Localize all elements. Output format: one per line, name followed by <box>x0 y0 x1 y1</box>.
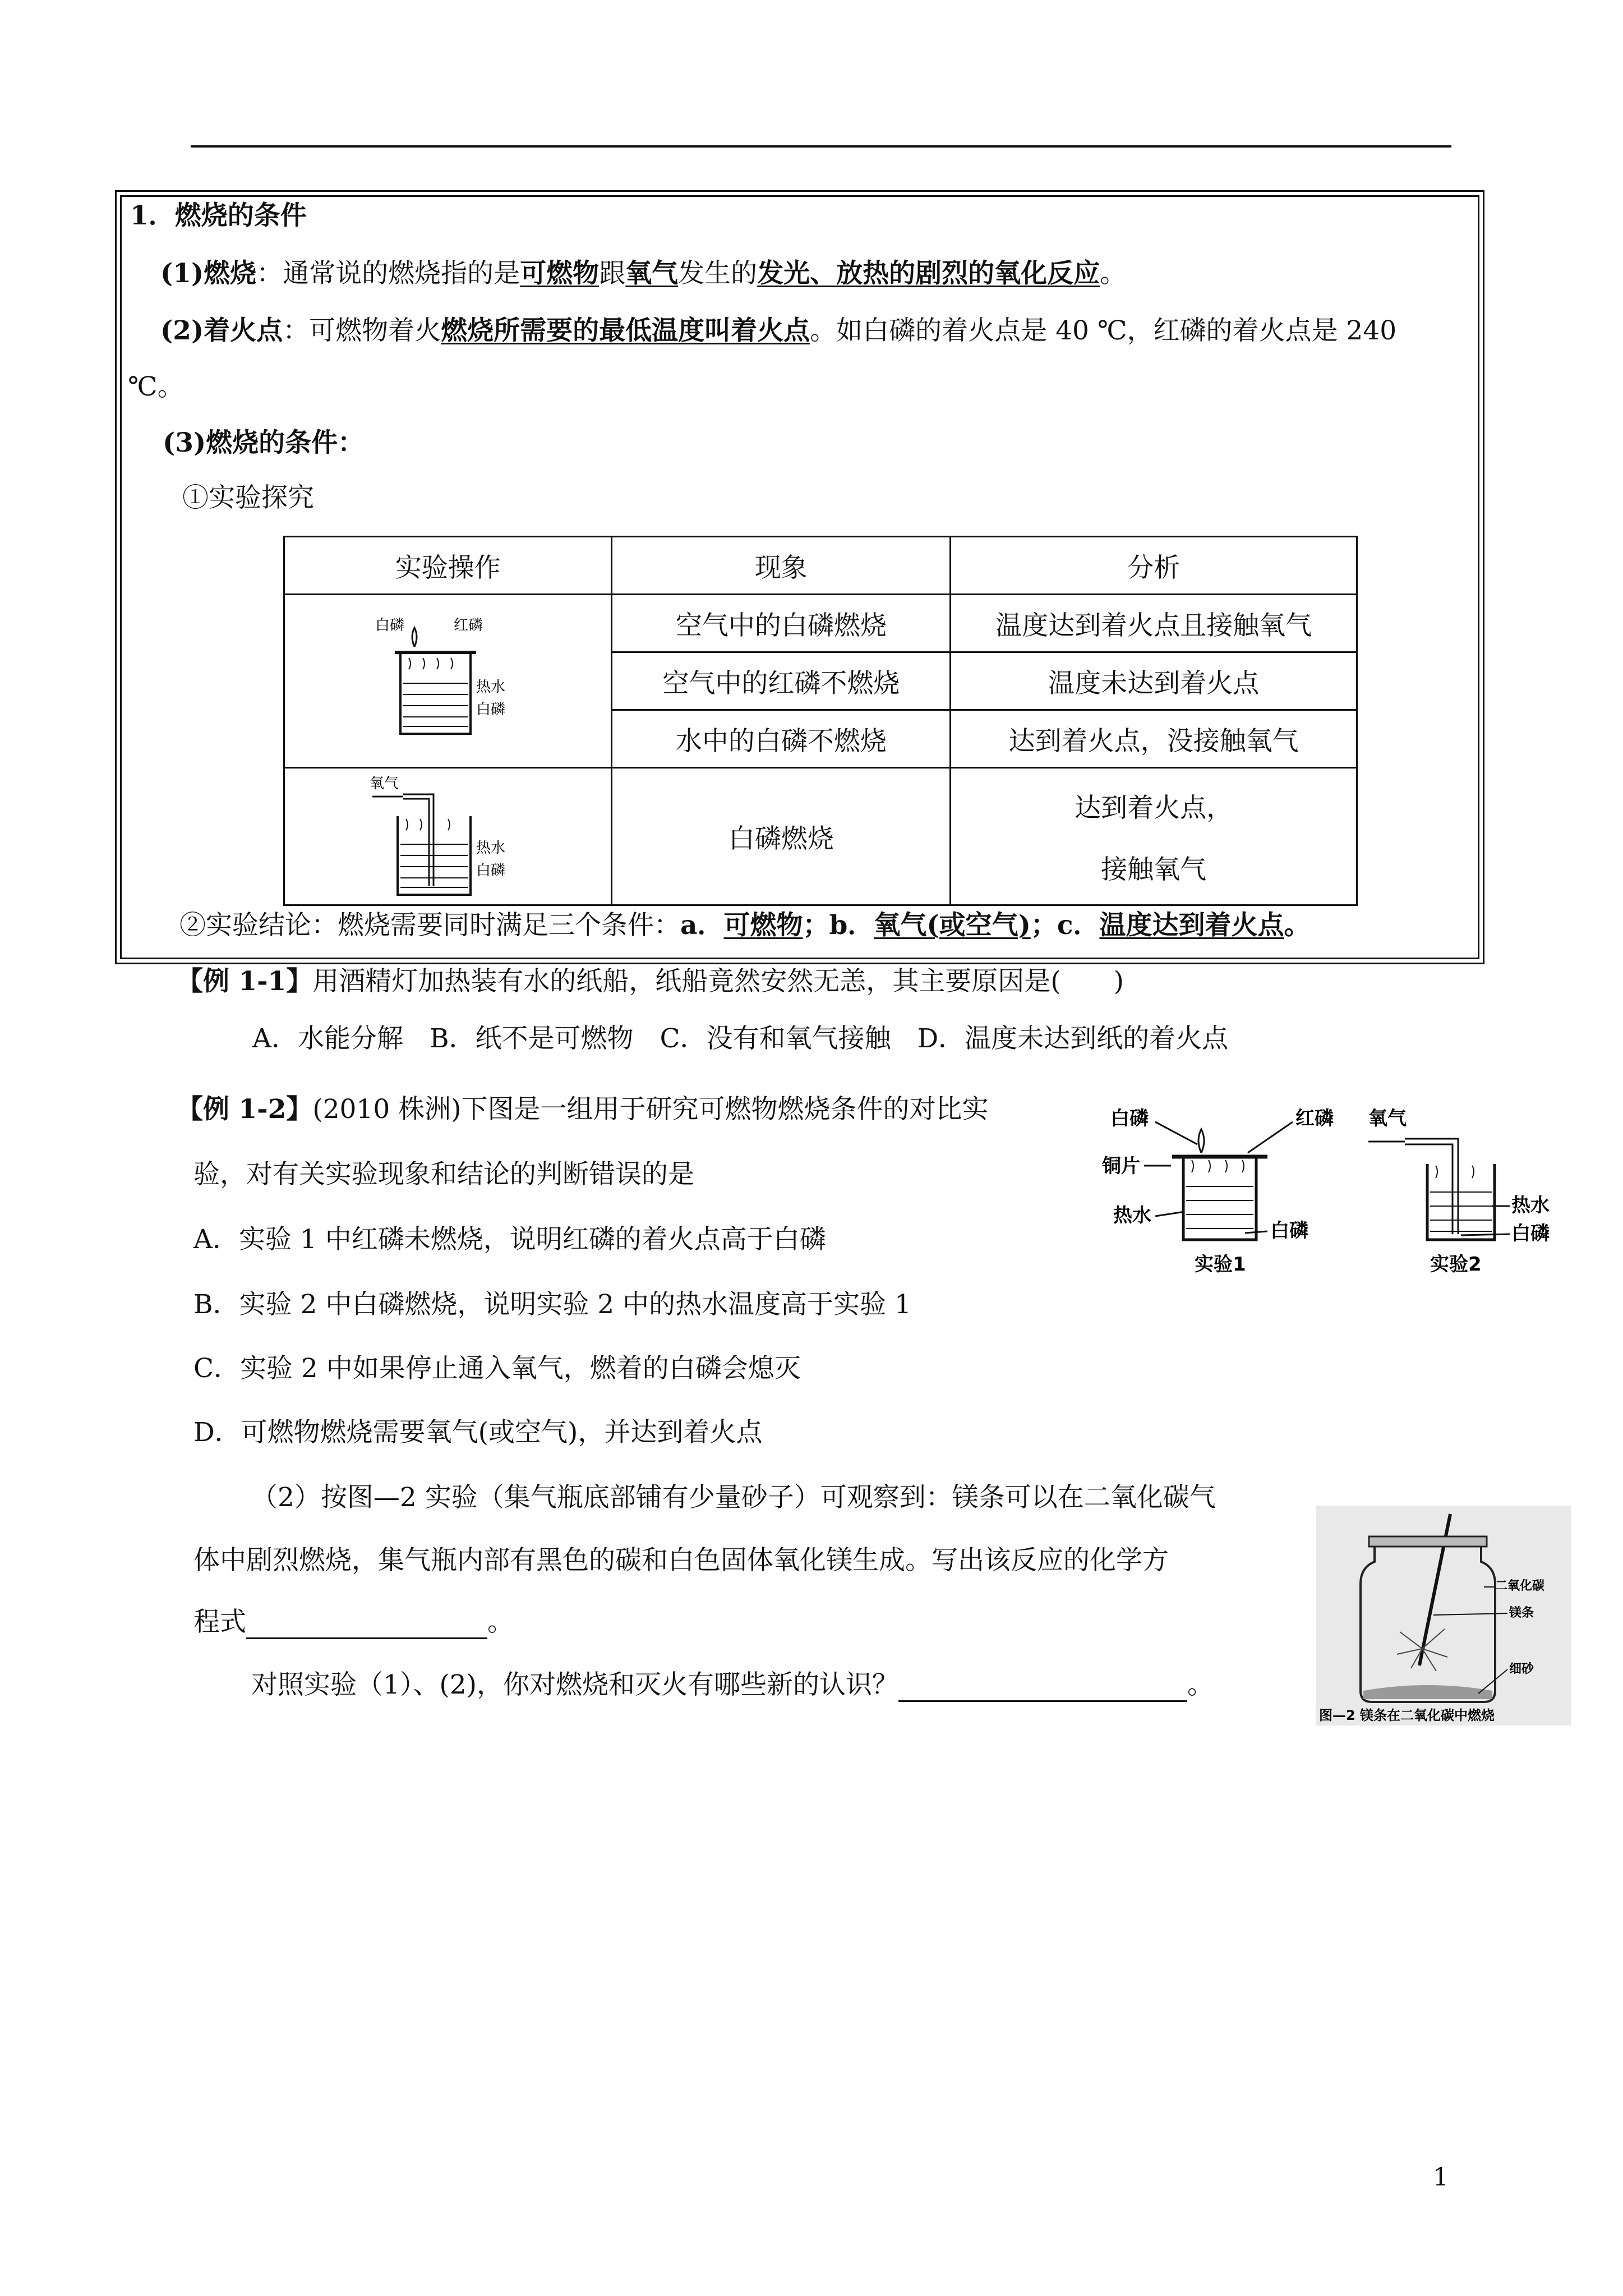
fig-label: 红磷 <box>1295 1107 1334 1130</box>
example-1-1-options: A．水能分解 B．纸不是可燃物 C．没有和氧气接触 D．温度未达到纸的着火点 <box>252 1023 1229 1054</box>
paragraph-ignition-unit: ℃。 <box>128 371 184 402</box>
table-cell: 温度未达到着火点 <box>951 652 1357 710</box>
example-1-1-stem: 【例 1-1】用酒精灯加热装有水的纸船，纸船竟然安然无恙，其主要原因是( ) <box>177 966 1124 997</box>
question-2-line-1: （2）按图—2 实验（集气瓶底部铺有少量砂子）可观察到：镁条可以在二氧化碳气 <box>251 1482 1216 1513</box>
water-lines <box>403 683 468 726</box>
fig-label: 红磷 <box>453 617 483 634</box>
fig-label: 热水 <box>476 679 505 696</box>
steam-icon <box>406 819 450 830</box>
beaker-1 <box>1183 1157 1256 1240</box>
section-heading: 1．燃烧的条件 <box>130 200 307 231</box>
flame-icon <box>1198 1129 1204 1153</box>
experiment-figure-1-cell <box>284 595 612 768</box>
fig-label: 白磷 <box>1110 1107 1149 1130</box>
paragraph-conditions: (3)燃烧的条件： <box>163 427 365 458</box>
table-cell: 空气中的红磷不燃烧 <box>612 652 951 710</box>
table-cell: 空气中的白磷燃烧 <box>612 595 951 652</box>
jar-lid <box>1369 1536 1487 1547</box>
header-rule <box>191 145 1451 148</box>
page-number: 1 <box>1433 2163 1449 2192</box>
fig-label: 热水 <box>1113 1204 1151 1227</box>
fig-label: 氧气 <box>369 775 399 792</box>
table-cell: 白磷燃烧 <box>612 768 951 905</box>
answer-blank-equation[interactable] <box>246 1608 487 1639</box>
option-a: A．实验 1 中红磷未燃烧，说明红磷的着火点高于白磷 <box>193 1224 826 1255</box>
beaker-experiment-1-figure <box>364 608 532 748</box>
option-c: C．实验 2 中如果停止通入氧气，燃着的白磷会熄灭 <box>193 1353 801 1384</box>
steam-icon <box>409 658 453 669</box>
table-header: 现象 <box>612 537 951 595</box>
fig-label: 白磷 <box>1270 1220 1308 1242</box>
fig-caption: 实验1 <box>1195 1253 1246 1276</box>
table-header: 实验操作 <box>284 537 612 595</box>
fig-label: 热水 <box>476 840 505 857</box>
conclusion: ②实验结论：燃烧需要同时满足三个条件：a．可燃物；b．氧气(或空气)；c．温度达到着火点。 <box>179 910 1311 941</box>
fig-label: 镁条 <box>1509 1606 1534 1620</box>
experiment-figure-2-cell <box>284 768 612 905</box>
fig-label: 二氧化碳 <box>1495 1579 1545 1593</box>
table-cell: 水中的白磷不燃烧 <box>612 710 951 768</box>
gas-jar-figure <box>1316 1506 1571 1726</box>
analysis-line: 接触氧气 <box>1101 854 1207 885</box>
fig-label: 白磷 <box>476 701 505 718</box>
analysis-line: 达到着火点， <box>1075 793 1233 823</box>
option-d: D．可燃物燃烧需要氧气(或空气)，并达到着火点 <box>193 1417 763 1448</box>
table-header: 分析 <box>951 537 1357 595</box>
paragraph-ignition-point: (2)着火点：可燃物着火燃烧所需要的最低温度叫着火点。如白磷的着火点是 40 ℃，红磷的着火点是 240 <box>160 315 1397 346</box>
question-2-line-2: 体中剧烈燃烧，集气瓶内部有黑色的碳和白色固体氧化镁生成。写出该反应的化学方 <box>193 1545 1169 1576</box>
question-2-line-3: 程式 。 <box>193 1605 514 1639</box>
magnesium-figure <box>1316 1506 1571 1726</box>
table-row <box>284 595 1357 652</box>
fig-label: 细砂 <box>1509 1662 1534 1676</box>
table-cell: 达到着火点，没接触氧气 <box>951 710 1357 768</box>
fig-caption: 实验2 <box>1430 1253 1482 1276</box>
option-b: B．实验 2 中白磷燃烧，说明实验 2 中的热水温度高于实验 1 <box>193 1289 911 1320</box>
table-row <box>284 768 1357 905</box>
fig-label: 白磷 <box>1511 1222 1550 1245</box>
fig-caption: 图—2 镁条在二氧化碳中燃烧 <box>1319 1708 1495 1723</box>
paragraph-combustion: (1)燃烧：通常说的燃烧指的是可燃物跟氧气发生的发光、放热的剧烈的氧化反应。 <box>160 258 1127 289</box>
fig-label: 白磷 <box>476 862 505 879</box>
sand-layer <box>1363 1685 1492 1699</box>
fig-label: 热水 <box>1511 1194 1550 1217</box>
example-1-2-stem-2: 验，对有关实验现象和结论的判断错误的是 <box>193 1159 694 1190</box>
answer-blank-understanding[interactable] <box>898 1671 1187 1702</box>
table-cell: 温度达到着火点且接触氧气 <box>951 595 1357 652</box>
example-1-2-stem: 【例 1-2】(2010 株洲)下图是一组用于研究可燃物燃烧条件的对比实 <box>177 1094 989 1125</box>
beaker-2 <box>1427 1164 1495 1240</box>
beaker-experiment-2-figure <box>364 769 532 898</box>
table-cell <box>951 768 1357 905</box>
fig-label: 铜片 <box>1102 1155 1140 1177</box>
comparison-experiment-figure <box>1099 1099 1559 1290</box>
table-header-row <box>284 537 1357 595</box>
fig-label: 白磷 <box>375 617 404 634</box>
fig-label: 氧气 <box>1368 1107 1407 1130</box>
experiment-table <box>283 536 1358 906</box>
paragraph-experiment: ①实验探究 <box>182 482 314 513</box>
flame-icon <box>412 628 417 647</box>
gas-tube <box>403 794 434 886</box>
question-2-line-4: 对照实验（1）、(2)，你对燃烧和灭火有哪些新的认识？ 。 <box>251 1668 1214 1702</box>
